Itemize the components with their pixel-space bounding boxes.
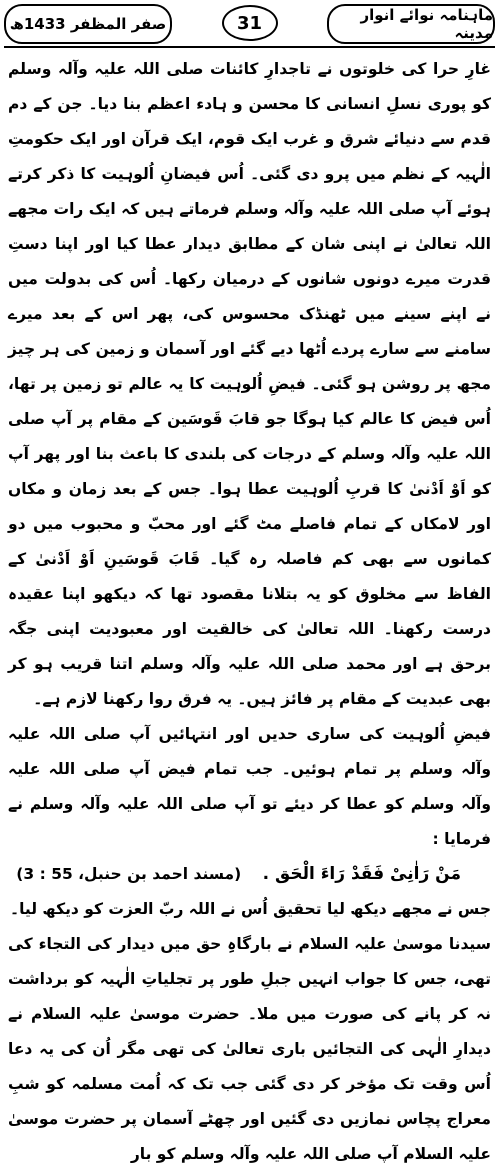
hadith-translation: جس نے مجھے دیکھ لیا تحقیق اُس نے اللہ ربّ العزت کو دیکھ لیا۔ (9, 900, 491, 918)
hadith-quote (8, 857, 491, 892)
hadith-reference: (مسند احمد بن حنبل، 55 : 3) (16, 865, 242, 883)
paragraph-2: فیضِ اُلوہیت کی ساری حدیں اور انتہائیں آپ صلی اللہ علیہ وآلہ وسلم پر تمام ہوئیں۔ جب تمام فیض آپ صلی اللہ علیہ وآلہ وسلم کو عطا کر دیئے تو آپ صلی اللہ علیہ وآلہ وسلم نے فرمایا : (8, 725, 491, 848)
header-divider (4, 46, 495, 48)
paragraph-1: غارِ حرا کی خلوتوں نے تاجدارِ کائنات صلی اللہ علیہ وآلہ وسلم کو پوری نسلِ انسانی کا محسن و ہادء اعظم بنا دیا۔ جن کے دم قدم سے دنیائے شرق و غرب ایک قوم، ایک قرآن اور ایک حکومتِ الٰہیہ کے نظم میں پرو دی گئی۔ اُس فیضانِ اُلوہیت کا ذکر کرتے ہوئے آپ صلی اللہ علیہ وآلہ وسلم فرماتے ہیں کہ ایک رات مجھے اللہ تعالیٰ نے اپنی شان کے مطابق دیدار عطا کیا اور اپنا دستِ قدرت میرے دونوں شانوں کے درمیان رکھا۔ اُس کی بدولت میں نے اپنے سینے میں ٹھنڈک محسوس کی، پھر اس کے بعد میرے سامنے سے سارے پردے اُٹھا دیے گئے اور آسمان و زمین کی ہر چیز مجھ پر روشن ہو گئی۔ فیضِ اُلوہیت کا یہ عالم تو زمین پر تھا، اُس فیض کا عالم کیا ہوگا جو قابَ قَوسَین کے مقام پر آپ صلی اللہ علیہ وآلہ وسلم کے درجات کی بلندی کا باعث بنا اور پھر آپ کو اَوْ اَدْنیٰ کا قربِ اُلوہیت عطا ہوا۔ جس کے بعد زمان و مکاں اور لامکاں کے تمام فاصلے مٹ گئے اور محبّ و محبوب میں دو کمانوں سے بھی کم فاصلہ رہ گیا۔ قَابَ قَوسَینِ اَوْ اَدْنیٰ کے الفاظ سے مخلوق کو یہ بتلانا مقصود تھا کہ دیکھو اپنا عقیدہ درست رکھنا۔ اللہ تعالیٰ کی خالقیت اور معبودیت اپنی جگہ برحق ہے اور محمد صلی اللہ علیہ وآلہ وسلم اتنا قریب ہو کر بھی عبدیت کے مقام پر فائز ہیں۔ یہ فرق روا رکھنا لازم ہے۔ (8, 60, 491, 708)
page-number-badge (222, 5, 278, 41)
hadith-arabic: مَنْ رَاٰنِیْ فَقَدْ رَاءَ الْحَق . (262, 864, 461, 884)
page-number: 31 (236, 12, 263, 34)
page-header (4, 4, 495, 44)
article-body (8, 52, 491, 1163)
paragraph-3: سیدنا موسیٰ علیہ السلام نے بارگاہِ حق میں دیدار کی التجاء کی تھی، جس کا جواب انہیں جبلِ طور پر تجلیاتِ الٰہیہ کو برداشت نہ کر پانے کی صورت میں ملا۔ حضرت موسیٰ علیہ السلام نے دیدارِ الٰہی کی التجائیں باری تعالیٰ کی تھی مگر اُن کی یہ دعا اُس وقت تک مؤخر کر دی گئی جب تک کہ اُمت مسلمہ کو شبِ معراج پچاس نمازیں دی گئیں اور چھٹے آسمان پر حضرت موسیٰ علیہ السلام آپ صلی اللہ علیہ وآلہ وسلم کو بار (8, 935, 491, 1163)
magazine-title-box (327, 4, 495, 44)
magazine-title: ماہنامہ نوائے انوار مدینہ (360, 6, 493, 42)
issue-date: صفر المظفر 1433ھ (9, 15, 167, 33)
issue-date-box (4, 4, 172, 44)
